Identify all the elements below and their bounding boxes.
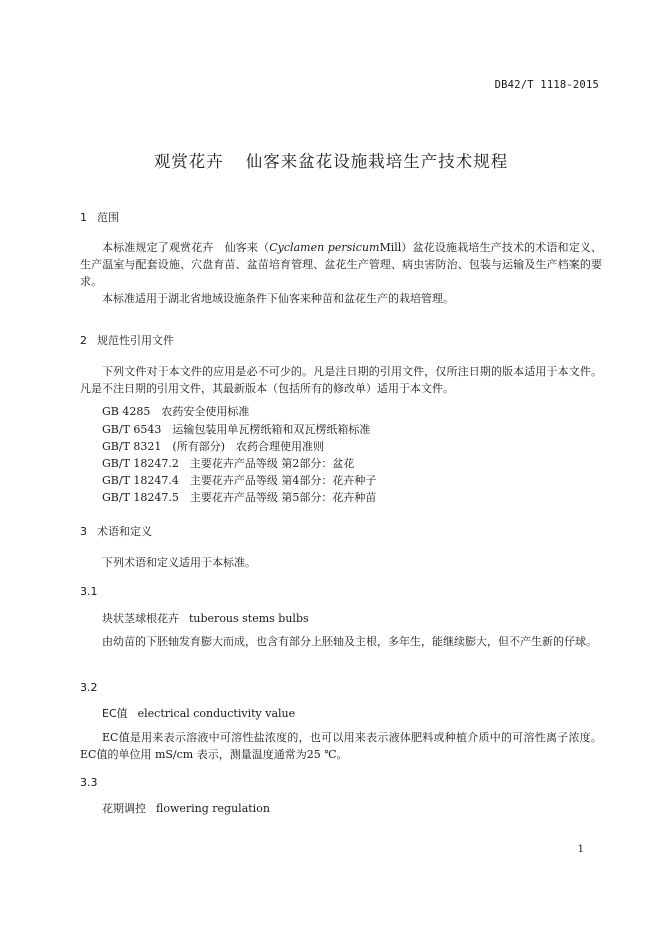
page-number: 1 xyxy=(577,844,584,855)
scope-paragraph-1: 本标准规定了观赏花卉 仙客来（Cyclamen persicumMill）盆花设施栽培生产技术的术语和定义、生产温室与配套设施、穴盘育苗、盆苗培育管理、盆花生产管理、病虫害防治、包装与运输及生产档案的要求。 xyxy=(80,241,602,288)
section-1-body xyxy=(80,239,602,307)
term-number: 3.1 xyxy=(80,585,98,598)
section-3-intro: 下列术语和定义适用于本标准。 xyxy=(102,556,256,569)
section-2-heading xyxy=(80,332,174,348)
title-part2: 仙客来盆花设施栽培生产技术规程 xyxy=(245,152,509,171)
reference-item: GB/T 18247.2 主要花卉产品等级 第2部分：盆花 xyxy=(102,457,355,470)
section-title: 术语和定义 xyxy=(97,525,152,538)
term-zh: 花期调控 xyxy=(102,802,146,815)
term-number: 3.2 xyxy=(80,681,98,694)
term-zh: 块状茎球根花卉 xyxy=(102,612,179,625)
term-definition: EC值是用来表示溶液中可溶性盐浓度的，也可以用来表示液体肥料或种植介质中的可溶性离子浓度。EC值的单位用 mS/cm 表示，测量温度通常为25 ℃。 xyxy=(80,731,602,761)
term-en: electrical conductivity value xyxy=(137,707,296,720)
section-number: 3 xyxy=(80,525,87,538)
term-number: 3.3 xyxy=(80,776,98,789)
reference-item: GB 4285 农药安全使用标准 xyxy=(102,405,250,418)
section-title: 规范性引用文件 xyxy=(97,334,174,347)
reference-item: GB/T 8321 (所有部分) 农药合理使用准则 xyxy=(102,440,324,453)
section-number: 1 xyxy=(80,211,87,224)
term-definition: 由幼苗的下胚轴发育膨大而成，也含有部分上胚轴及主根，多年生，能继续膨大，但不产生新的仔球。 xyxy=(102,635,597,648)
section-title: 范围 xyxy=(97,211,119,224)
section-2-intro: 下列文件对于本文件的应用是必不可少的。凡是注日期的引用文件，仅所注日期的版本适用于本文件。凡是不注日期的引用文件，其最新版本（包括所有的修改单）适用于本文件。 xyxy=(80,365,602,395)
term-zh: EC值 xyxy=(102,707,128,720)
document-number: DB42/T 1118-2015 xyxy=(494,79,599,91)
term-en: flowering regulation xyxy=(156,802,270,815)
section-1-heading xyxy=(80,209,119,225)
section-number: 2 xyxy=(80,334,87,347)
term-entry xyxy=(102,705,295,721)
scope-paragraph-2: 本标准适用于湖北省地域设施条件下仙客来种苗和盆花生产的栽培管理。 xyxy=(102,292,454,305)
reference-item: GB/T 18247.5 主要花卉产品等级 第5部分：花卉种苗 xyxy=(102,491,377,504)
latin-name: Cyclamen persicum xyxy=(269,241,380,254)
title-part1: 观赏花卉 xyxy=(153,152,224,171)
reference-item: GB/T 6543 运输包装用单瓦楞纸箱和双瓦楞纸箱标准 xyxy=(102,423,371,436)
page-title xyxy=(0,148,662,172)
term-en: tuberous stems bulbs xyxy=(189,612,309,625)
term-entry xyxy=(102,610,309,626)
reference-item: GB/T 18247.4 主要花卉产品等级 第4部分：花卉种子 xyxy=(102,474,377,487)
term-entry xyxy=(102,800,270,816)
section-3-heading xyxy=(80,523,152,539)
